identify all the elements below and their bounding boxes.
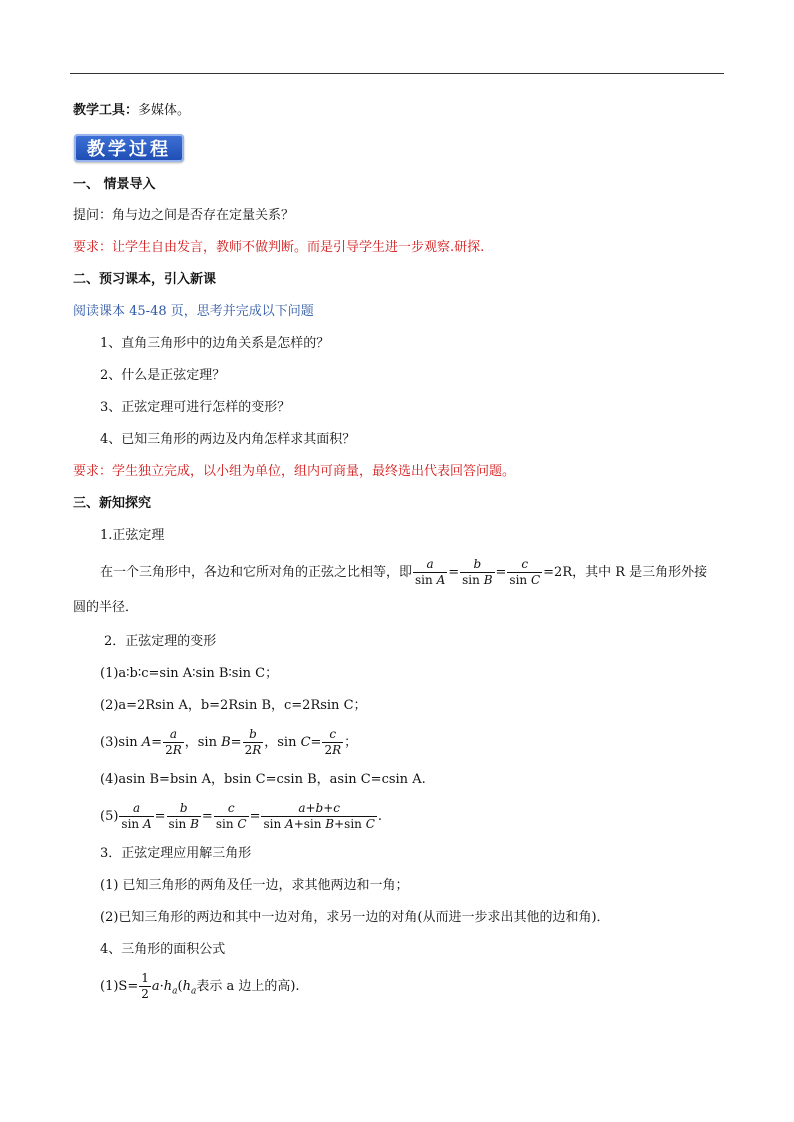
sine-law-text-a: 在一个三角形中，各边和它所对角的正弦之比相等，即 — [100, 565, 413, 580]
variant-3: (3)sin A= $\frac{a}{2R}$ ，sin B= $\frac{b}{2R}$ ，sin C= $\frac{c}{2R}$ ； — [100, 727, 358, 757]
tools-value: 多媒体。 — [138, 103, 191, 118]
fraction-a-sinA: $\frac{a}{\text{sin A}}$ — [415, 557, 446, 587]
fraction-c-sinC: $\frac{c}{\text{sin C}}$ — [509, 557, 541, 587]
area-suffix: 表示 a 边上的高). — [196, 979, 300, 994]
application-1: (1) 已知三角形的两角及任一边，求其他两边和一角； — [100, 878, 409, 893]
fraction-c-sinC-2: $\frac{c}{\text{sin C}}$ — [215, 801, 247, 831]
sine-law-statement: 在一个三角形中，各边和它所对角的正弦之比相等，即 $\frac{a}{\text{sin A}}$ = $\frac{b}{\text{sin B}}$ = $\frac{c}{\text{sin C}}$ =2R，其中 R 是三角形外接 — [100, 557, 708, 587]
variants-heading: 2．正弦定理的变形 — [104, 634, 217, 649]
sine-law-heading: 1.正弦定理 — [100, 528, 165, 543]
fraction-a-sinA-2: $\frac{a}{\text{sin A}}$ — [121, 801, 152, 831]
area-prefix: (1)S= — [100, 979, 139, 994]
question-2: 2、什么是正弦定理？ — [100, 368, 226, 383]
fraction-b-sinB-2: $\frac{b}{\text{sin B}}$ — [168, 801, 199, 831]
section-1-question: 提问：角与边之间是否存在定量关系？ — [73, 208, 295, 223]
section-2-requirement: 要求：学生独立完成，以小组为单位，组内可商量，最终选出代表回答问题。 — [73, 464, 516, 479]
sine-law-text-b: =2R，其中 R 是三角形外接 — [543, 565, 708, 580]
tools-label: 教学工具： — [73, 103, 139, 118]
variant-5: (5) $\frac{a}{\text{sin A}}$ = $\frac{b}{\text{sin B}}$ = $\frac{c}{\text{sin C}}$ = $\frac{a+b+c}{\text{sin A+sin B+sin C}}$ . — [100, 801, 383, 831]
variant-3-prefix: (3) — [100, 735, 119, 750]
fraction-b-2R: $\frac{b}{2R}$ — [244, 727, 262, 757]
variant-5-prefix: (5) — [100, 809, 119, 824]
teaching-process-badge: 教学过程 — [74, 134, 184, 162]
section-2-reading: 阅读课本 45-48 页，思考并完成以下问题 — [73, 304, 314, 319]
teaching-tools — [73, 102, 190, 120]
fraction-a-2R: $\frac{a}{2R}$ — [165, 727, 182, 757]
fraction-c-2R: $\frac{c}{2R}$ — [324, 727, 342, 757]
question-1: 1、直角三角形中的边角关系是怎样的？ — [100, 336, 330, 351]
area-formula: (1)S= $\frac{1}{2}$ $a\cdot h_a(h_a$表示 a 边上的高). — [100, 971, 300, 1001]
section-1-requirement: 要求：让学生自由发言，教师不做判断。而是引导学生进一步观察.研探. — [73, 240, 485, 255]
area-heading: 4、三角形的面积公式 — [100, 942, 226, 957]
application-heading: 3．正弦定理应用解三角形 — [100, 846, 252, 861]
header-rule — [70, 73, 724, 74]
application-2: (2)已知三角形的两边和其中一边对角，求另一边的对角(从而进一步求出其他的边和角)． — [100, 910, 610, 925]
section-1-title: 一、 情景导入 — [73, 177, 156, 192]
question-3: 3、正弦定理可进行怎样的变形？ — [100, 400, 291, 415]
variant-1: (1)a∶b∶c=sin A∶sin B∶sin C； — [100, 666, 279, 681]
sine-law-text-c: 圆的半径． — [73, 600, 139, 615]
variant-2: (2)a=2Rsin A，b=2Rsin B，c=2Rsin C； — [100, 698, 367, 713]
fraction-one-half: $\frac{1}{2}$ — [141, 971, 149, 1001]
section-2-title: 二、预习课本，引入新课 — [73, 272, 217, 287]
question-4: 4、已知三角形的两边及内角怎样求其面积？ — [100, 432, 356, 447]
fraction-sum: $\frac{a+b+c}{\text{sin A+sin B+sin C}}$ — [263, 801, 375, 831]
section-3-title: 三、新知探究 — [73, 496, 152, 511]
variant-4: (4)asin B=bsin A，bsin C=csin B，asin C=csin A. — [100, 772, 426, 787]
fraction-b-sinB: $\frac{b}{\text{sin B}}$ — [462, 557, 493, 587]
